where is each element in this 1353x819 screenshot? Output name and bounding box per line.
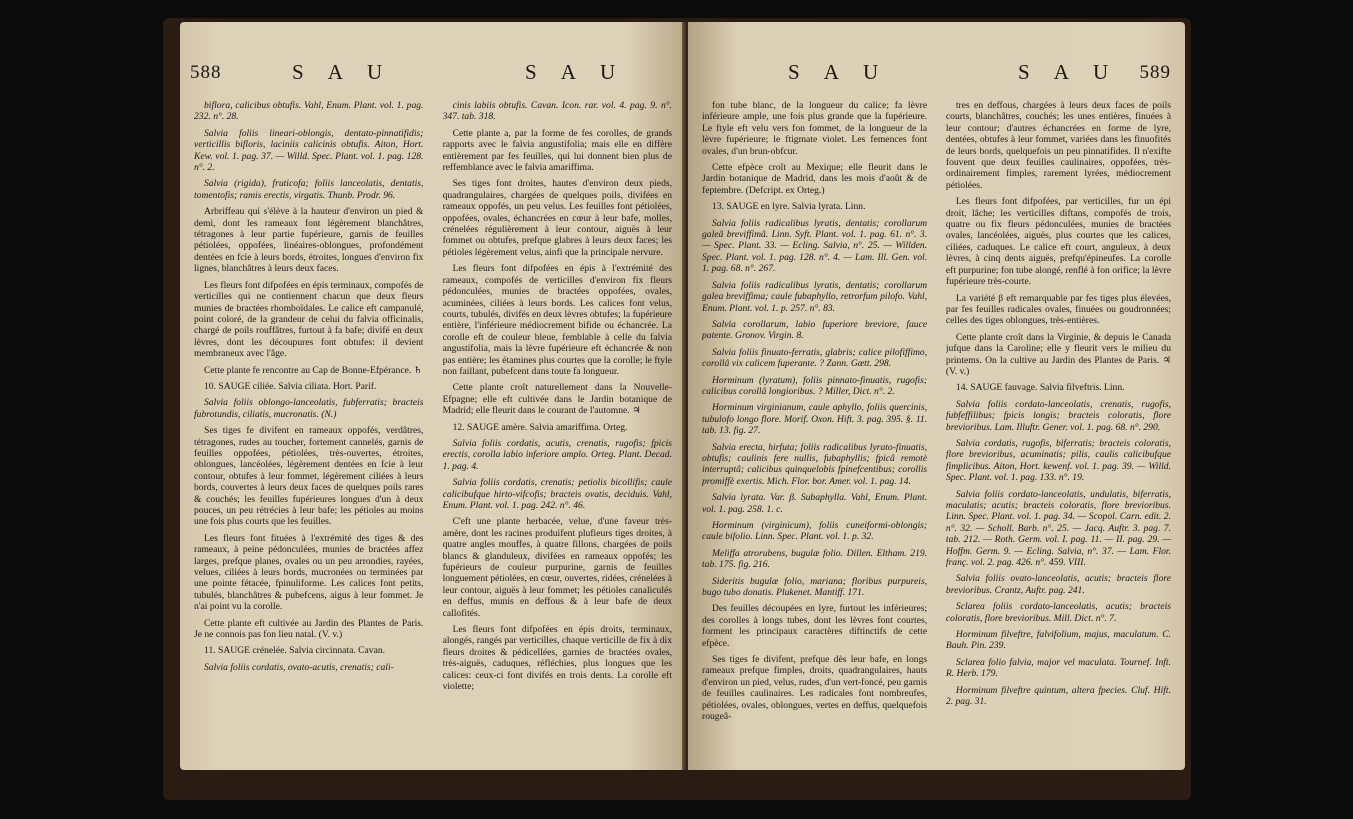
left-running-head-title: S A U (292, 60, 393, 84)
paragraph: Cette plante eft cultivée au Jardin des Plantes de Paris. Je ne connois pas fon lieu natal. (V. v.) (194, 617, 424, 641)
latin-citation: Salvia foliis cordatis, acutis, crenatis, rugofis; fpicis erectis, corolla labio inferiore amplo. Orteg. Plant. Decad. 1. pag. 4. (442, 437, 672, 472)
paragraph: Les fleurs font difpofées en épis droits, terminaux, alongés, rangés par verticilles, chaque verticille de fix à dix fleurs droites & pédicellées, garnies de bractées ovales, très-aiguës, caduques, réfléchies, plus longues que les calices: ceux-ci font divifés en trois dents. La corolle eft violette; (442, 624, 672, 693)
right-page-number: 589 (1139, 62, 1171, 83)
paragraph: La variété β eft remarquable par fes tiges plus élevées, par fes feuilles radicales ovales, finuées ou goudronnées; celles des tiges oblongues, très-entières. (945, 292, 1171, 327)
paragraph: Ses tiges font droites, hautes d'environ deux pieds, quadrangulaires, chargées de quelques poils, divifées en rameaux oppofés, un peu velus. Les feuilles font pétiolées, oppofées, ovales, échancrées en cœur à leur bafe, molles, crénelées régulièrement à leur contour, aiguës à leur fommet ou obtufes, prefque glabres à leurs deux faces; les pétioles légèrement velus, ainfi que la principale nervure. (442, 178, 672, 258)
latin-citation: Salvia foliis cordato-lanceolatis, undulatis, biferratis, maculatis; acutis; bracteis coloratis, flore brevioribus. Linn. Spec. Plant. vol. 1. pag. 34. — Scopol. Carn. edit. 2. n°. 32. — Scholl. Barb. n°. 25. — Jacq. Auftr. 3. pag. 7. tab. 212. — Roth. Germ. vol. I. pag. 11. — II. pag. 29. — Hoffm. Germ. 9. — Ecling. Salvia, n°. 37. — Lam. Flor. franç. vol. 2. pag. 426. n°. 459. VIII. (945, 488, 1171, 569)
latin-citation: Sideritis bugulæ folio, mariana; floribus purpureis, bugo tubo donatis. Plukenet. Mantiff. 171. (702, 575, 928, 599)
latin-citation: Sclarea foliis cordato-lanceolatis, acutis; bracteis coloratis, flore brevioribus. Mill. Dict. n°. 7. (945, 601, 1171, 624)
latin-citation: Salvia erecta, hirfuta; foliis radicalibus lyrato-finuatis, obtufis; caulinis fere nullis, fubaphyllis; fpicâ remotè interruptâ; calicibus quinquelobis fpinefcentibus; corollis promiffè exertis. Mich. Flor. bor. Amer. vol. 1. pag. 14. (702, 441, 928, 487)
paragraph: Ses tiges fe divifent en rameaux oppofés, verdâtres, tétragones, rudes au toucher, fortement cannelés, garnis de feuilles oppofées, pétiolées, très-ouvertes, étroites, oblongues, lancéolées, légèrement dentées en fcie à leur contour, obtufes à leur fommet, légèrement ciliées à leurs bords, couvertes à leurs deux faces de quelques poils rares & couchés; les feuilles fupérieures longues d'un à deux pouces, un peu rétrécies à leur bafe; les pétioles au moins une fois plus courts que les feuilles. (194, 425, 424, 528)
latin-citation: Horminum filveftre, falvifolium, majus, maculatum. C. Bauh. Pin. 239. (945, 629, 1171, 652)
right-page (688, 22, 1185, 770)
paragraph: Ses tiges fe divifent, prefque dès leur bafe, en longs rameaux prefque fimples, droits, quadrangulaires, hauts d'environ un pied, velus, rudes, d'un vert-foncé, peu garnis de feuilles caulinaires. Les radicales font nombreufes, pétiolées, ovales, oblongues, vertes en deffus, quelquefois rougeâ- (702, 654, 928, 723)
latin-citation: Sclarea folio falvia, major vel maculata. Tournef. Inft. R. Herb. 179. (945, 656, 1171, 680)
paragraph: Des feuilles découpées en lyre, furtout les inférieures; des corolles à longs tubes, dont les lèvres font courtes, forment les principaux caractères diftinctifs de cette efpèce. (702, 603, 928, 649)
latin-citation: Salvia lyrata. Var. β. Subaphylla. Vahl, Enum. Plant. vol. 1. pag. 258. 1. c. (702, 492, 928, 515)
latin-citation: Salvia corollarum, labio fuperiore breviore, fauce patente. Gronov. Virgin. 8. (702, 318, 928, 342)
latin-citation: Salvia foliis radicalibus lyratis, dentatis; corollarum galea breviffima; caule fubaphyllo, retrorfum pilofo. Vahl, Enum. Plant. vol. 1. p. 257. n°. 83. (702, 279, 928, 314)
paragraph: Les fleurs font fituées à l'extrémité des tiges & des rameaux, à peine pédonculées, munies de bractées affez larges, prefque planes, ovales ou un peu arrondies, rayées, velues, ciliées à leurs bords, mucronées ou terminées par une pointe fétacée, fpinuliforme. Les calices font petits, tubulés, blanchâtres & pubefcens, aigus à leur fommet. Je n'ai point vu la corolle. (194, 532, 424, 613)
left-page-column-2 (443, 100, 672, 752)
right-page-column-1 (702, 100, 927, 752)
latin-citation: Meliffa atrorubens, bugulæ folio. Dillen. Eltham. 219. tab. 175. fig. 216. (702, 547, 928, 571)
right-columns (702, 100, 1171, 752)
latin-citation: Salvia foliis oblongo-lanceolatis, fubferratis; bracteis fubrotundis, ciliatis, mucronatis. (N.) (194, 397, 424, 420)
right-running-header (688, 60, 1185, 90)
paragraph: Cette plante croît dans la Virginie, & depuis le Canada jufque dans la Caroline; elle y fleurit vers le milieu du printems. On la cultive au Jardin des Plantes de Paris. ♃ (V. v.) (945, 331, 1171, 377)
left-running-header (180, 60, 686, 90)
latin-citation: Horminum (lyratum), foliis pinnato-finuatis, rugofis; calicibus corollâ longioribus. ? Miller, Dict. n°. 2. (702, 374, 928, 397)
latin-citation: Salvia cordatis, rugofis, biferratis; bracteis coloratis, flore brevioribus, acuminatis; pilis, caulis calicibufque fimplicibus. Aiton, Hort. kewenf. vol. 1. pag. 39. — Willd. Spec. Plant. vol. 1. pag. 133. n°. 19. (945, 437, 1171, 484)
paragraph: Les fleurs font difpofées en épis terminaux, compofés de verticilles qui ne contiennent chacun que deux fleurs munies de bractées rhomboïdales. Le calice eft campanulé, point coloré, de la grandeur de celui du falvia officinalis, chargé de poils rouffâtres, furtout à fa bafe; divifé en deux lèvres, dont les découpures font obtufes: il devient membraneux avec l'âge. (194, 279, 424, 360)
latin-citation: Salvia foliis lineari-oblongis, dentato-pinnatifidis; verticillis bifloris, laciniis calicinis obtufis. Aiton, Hort. Kew. vol. 1. pag. 37. — Willd. Spec. Plant. vol. 1. pag. 128. n°. 2. (194, 127, 424, 174)
left-page-number: 588 (190, 62, 222, 83)
latin-citation: Salvia foliis cordatis, ovato-acutis, crenatis; cali- (204, 661, 394, 673)
latin-citation: Salvia foliis finuato-ferratis, glabris; calice pilofiffimo, corollâ vix calicem fuperante. ? Zann. Gœtt. 298. (702, 346, 928, 370)
paragraph: Cette plante croît naturellement dans la Nouvelle-Efpagne; elle eft cultivée dans le Jardin botanique de Madrid; elle fleurit dans le courant de l'automne. ♃ (442, 382, 672, 417)
latin-citation: biflora, calicibus obtufis. Vahl, Enum. Plant. vol. 1. pag. 232. n°. 28. (194, 100, 424, 123)
latin-citation: Salvia foliis cordatis, crenatis; petiolis bicollifis; caule calicibufque hirto-vifcofis; bracteis ovatis, deciduis. Vahl, Enum. Plant. vol. 1. pag. 242. n°. 46. (442, 477, 672, 511)
paragraph: Les fleurs font difpofées, par verticilles, fur un épi droit, lâche; les verticilles diftans, compofés de trois, quatre ou fix fleurs pédonculées, munies de bractées ovales, lancéolées, aiguës, plus courtes que les calices, ciliées, caduques. Le calice eft court, anguleux, à deux lèvres, à cinq dents aiguës, prefqu'épineufes. La corolle eft purpurine; fon tube alongé, renflé à fon orifice; la lèvre fupérieure très-courte. (945, 196, 1171, 288)
paragraph: C'eft une plante herbacée, velue, d'une faveur très-amère, dont les racines produifent plufieurs tiges droites, à quatre angles mouffes, à quatre fillons, chargées de poils blancs & glanduleux, divifées en rameaux oppofés; les fupérieurs de couleur purpurine, garnis de feuilles longuement pétiolées, en cœur, ouvertes, ridées, crénelées à leur contour, aiguës à leur fommet; les pétioles canaliculés en deffus, munis en deffous & à leur bafe de deux callofités. (442, 516, 672, 619)
latin-citation: Horminum (virginicum), foliis cuneiformi-oblongis; caule bifolio. Linn. Spec. Plant. vol. 1. p. 32. (702, 520, 928, 543)
right-running-head-title-2: S A U (1018, 60, 1119, 84)
latin-citation: Salvia (rigida), fruticofa; foliis lanceolatis, dentatis, tomentofis; ramis erectis, virgatis. Thunb. Prodr. 96. (194, 178, 424, 201)
paragraph: Les fleurs font difpofées en épis à l'extrémité des rameaux, compofés de verticilles d'environ fix fleurs pédonculées, munies de bractées oppofées, ovales, acuminées, ciliées à leurs bords. Les calices font velus, courts, tubulés, divifés en deux lèvres obtufes; la fupérieure entière, l'inférieure médiocrement bifide ou échancrée. La corolle eft de couleur bleue, femblable à celle du falvia angustifolia, mais la lèvre fupérieure eft échancrée & non pas entière; les étamines plus courtes que la corolle; le ftyle non faillant, pubefcent dans toute fa longueur. (442, 263, 672, 377)
species-heading: 10. SAUGE ciliée. Salvia ciliata. Hort. Parif. (204, 380, 377, 392)
species-heading: 14. SAUGE fauvage. Salvia filveftris. Linn. (955, 382, 1125, 394)
paragraph: Arbriffeau qui s'élève à la hauteur d'environ un pied & demi, dont les rameaux font légèrement blanchâtres, tétragones à leur partie fupérieure, garnis de feuilles pétiolées, oppofées, linéaires-oblongues, profondément dentées en fcie à leurs bords, étroites, longues d'environ fix lignes, blanchâtres à leurs deux faces. (194, 206, 424, 275)
latin-citation: cinis labiis obtufis. Cavan. Icon. rar. vol. 4. pag. 9. n°. 347. tab. 318. (442, 100, 672, 123)
left-running-head-title-2: S A U (525, 60, 626, 84)
latin-citation: Salvia foliis cordato-lanceolatis, crenatis, rugofis, fubfeffilibus; fpicis longis; bracteis coloratis, flore brevioribus. Lam. Illuftr. Gener. vol. 1. pag. 68. n°. 290. (945, 398, 1171, 433)
paragraph: tres en deffous, chargées à leurs deux faces de poils courts, blanchâtres, couchés; les unes entières, finuées à leur contour; d'autres échancrées en forme de lyre, dentées, obtufes à leur fommet, variées dans les finuofités de leurs bords, quelquefois un peu pinnatifides. Il n'exifte fouvent que deux feuilles caulinaires, oppofées, très-ordinairement fimples, rarement lyrées, médiocrement pétiolées. (945, 100, 1171, 191)
paragraph: Cette plante fe rencontre au Cap de Bonne-Efpérance. ♄ (204, 364, 423, 376)
paragraph: fon tube blanc, de la longueur du calice; fa lèvre inférieure ample, une fois plus grande que la fupérieure. Le ftyle eft velu vers fon fommet, de la longueur de la lèvre fupérieure; le ftigmate violet. Les femences font ovales, d'un brun-obfcur. (702, 100, 928, 157)
latin-citation: Horminum virginianum, caule aphyllo, foliis quercinis, tubulofo longo flore. Morif. Oxon. Hift. 3. pag. 395. §. 11. tab. 13. fig. 27. (702, 402, 928, 437)
latin-citation: Salvia foliis ovato-lanceolatis, acutis; bracteis flore brevioribus. Crantz, Auftr. pag. 241. (945, 573, 1171, 596)
paragraph: Cette efpèce croît au Mexique; elle fleurit dans le Jardin botanique de Madrid, dans les mois d'août & de feptembre. (Defcript. ex Orteg.) (702, 162, 928, 196)
left-page (180, 22, 686, 770)
left-columns (194, 100, 672, 752)
right-running-head-title: S A U (788, 60, 889, 84)
latin-citation: Horminum filveftre quintum, altera fpecies. Cluf. Hift. 2. pag. 31. (945, 684, 1171, 708)
species-heading: 11. SAUGE crénelée. Salvia circinnata. Cavan. (204, 645, 386, 657)
paragraph: Cette plante a, par la forme de fes corolles, de grands rapports avec le falvia angustifolia; mais elle en diffère entièrement par fes feuilles, qui lui donnent bien plus de reffemblance avec le falvia amariffima. (442, 127, 672, 174)
latin-citation: Salvia foliis radicalibus lyratis, dentatis; corollarum galeâ breviffimâ. Linn. Syft. Plant. vol. 1. pag. 61. n°. 3. — Spec. Plant. 33. — Ecling. Salvia, n°. 25. — Willden. Spec. Plant. vol. 1. pag. 128. n°. 4. — Lam. Ill. Gen. vol. 1. pag. 68. n°. 267. (702, 217, 928, 275)
species-heading: 12. SAUGE amère. Salvia amariffima. Orteg. (452, 421, 628, 433)
species-heading: 13. SAUGE en lyre. Salvia lyrata. Linn. (712, 201, 866, 213)
left-page-column-1 (194, 100, 423, 752)
right-page-column-2 (946, 100, 1171, 752)
